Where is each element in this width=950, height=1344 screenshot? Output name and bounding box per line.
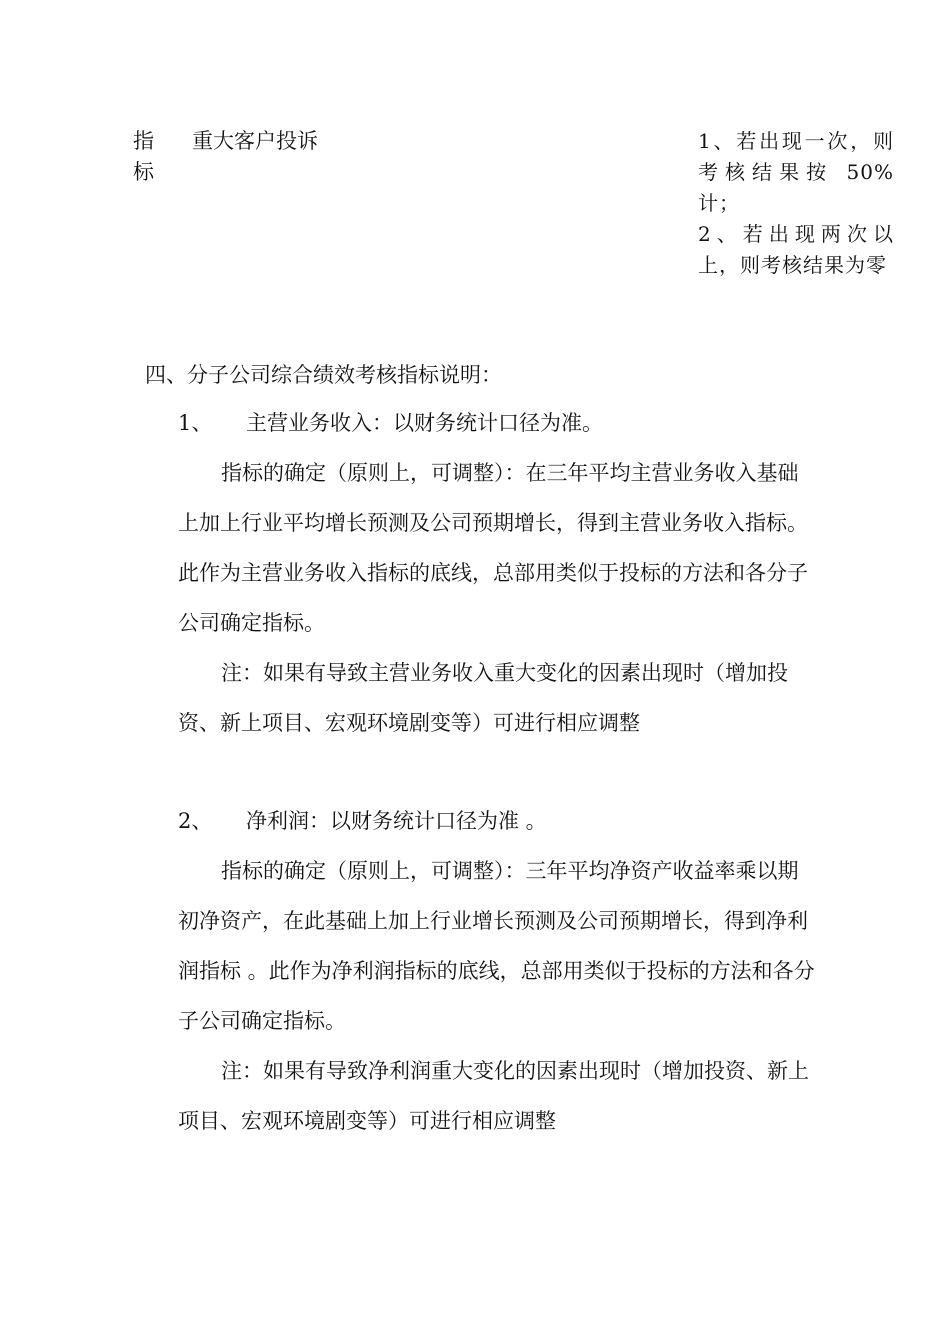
item-heading — [178, 806, 547, 836]
table-cell-indicator-label: 指标 — [133, 129, 154, 184]
note-paragraph: 注：如果有导致净利润重大变化的因素出现时（增加投资、新上项目、宏观环境剧变等）可进行相应调整 — [178, 1059, 809, 1133]
determination-paragraph: 指标的确定（原则上，可调整）：在三年平均主营业务收入基础上加上行业平均增长预测及公司预期增长，得到主营业务收入指标。此作为主营业务收入指标的底线，总部用类似于投标的方法和各分子公司确定指标。 — [178, 461, 808, 635]
note-paragraph: 注：如果有导致主营业务收入重大变化的因素出现时（增加投资、新上项目、宏观环境剧变等）可进行相应调整 — [178, 661, 788, 735]
item-body — [178, 846, 818, 1146]
table-cell-indicator-item: 重大客户投诉 — [192, 129, 318, 153]
rule-line-1: 1、若出现一次，则考核结果按 50%计； — [698, 129, 894, 215]
section-title: 四、分子公司综合绩效考核指标说明： — [145, 363, 502, 387]
rule-line-2: 2、若出现两次以上，则考核结果为零 — [698, 222, 894, 277]
table-cell-assessment-rule — [698, 126, 894, 281]
determination-paragraph: 指标的确定（原则上，可调整）：三年平均净资产收益率乘以期初净资产，在此基础上加上行业增长预测及公司预期增长，得到净利润指标 。此作为净利润指标的底线，总部用类似于投标的方法和各分子公司确定指标。 — [178, 859, 815, 1033]
item-body — [178, 448, 818, 748]
item-number: 2、 — [178, 809, 213, 833]
item-heading-text: 主营业务收入：以财务统计口径为准。 — [246, 411, 603, 435]
item-heading-text: 净利润：以财务统计口径为准 。 — [246, 809, 547, 833]
item-heading — [178, 408, 603, 438]
item-number: 1、 — [178, 411, 213, 435]
